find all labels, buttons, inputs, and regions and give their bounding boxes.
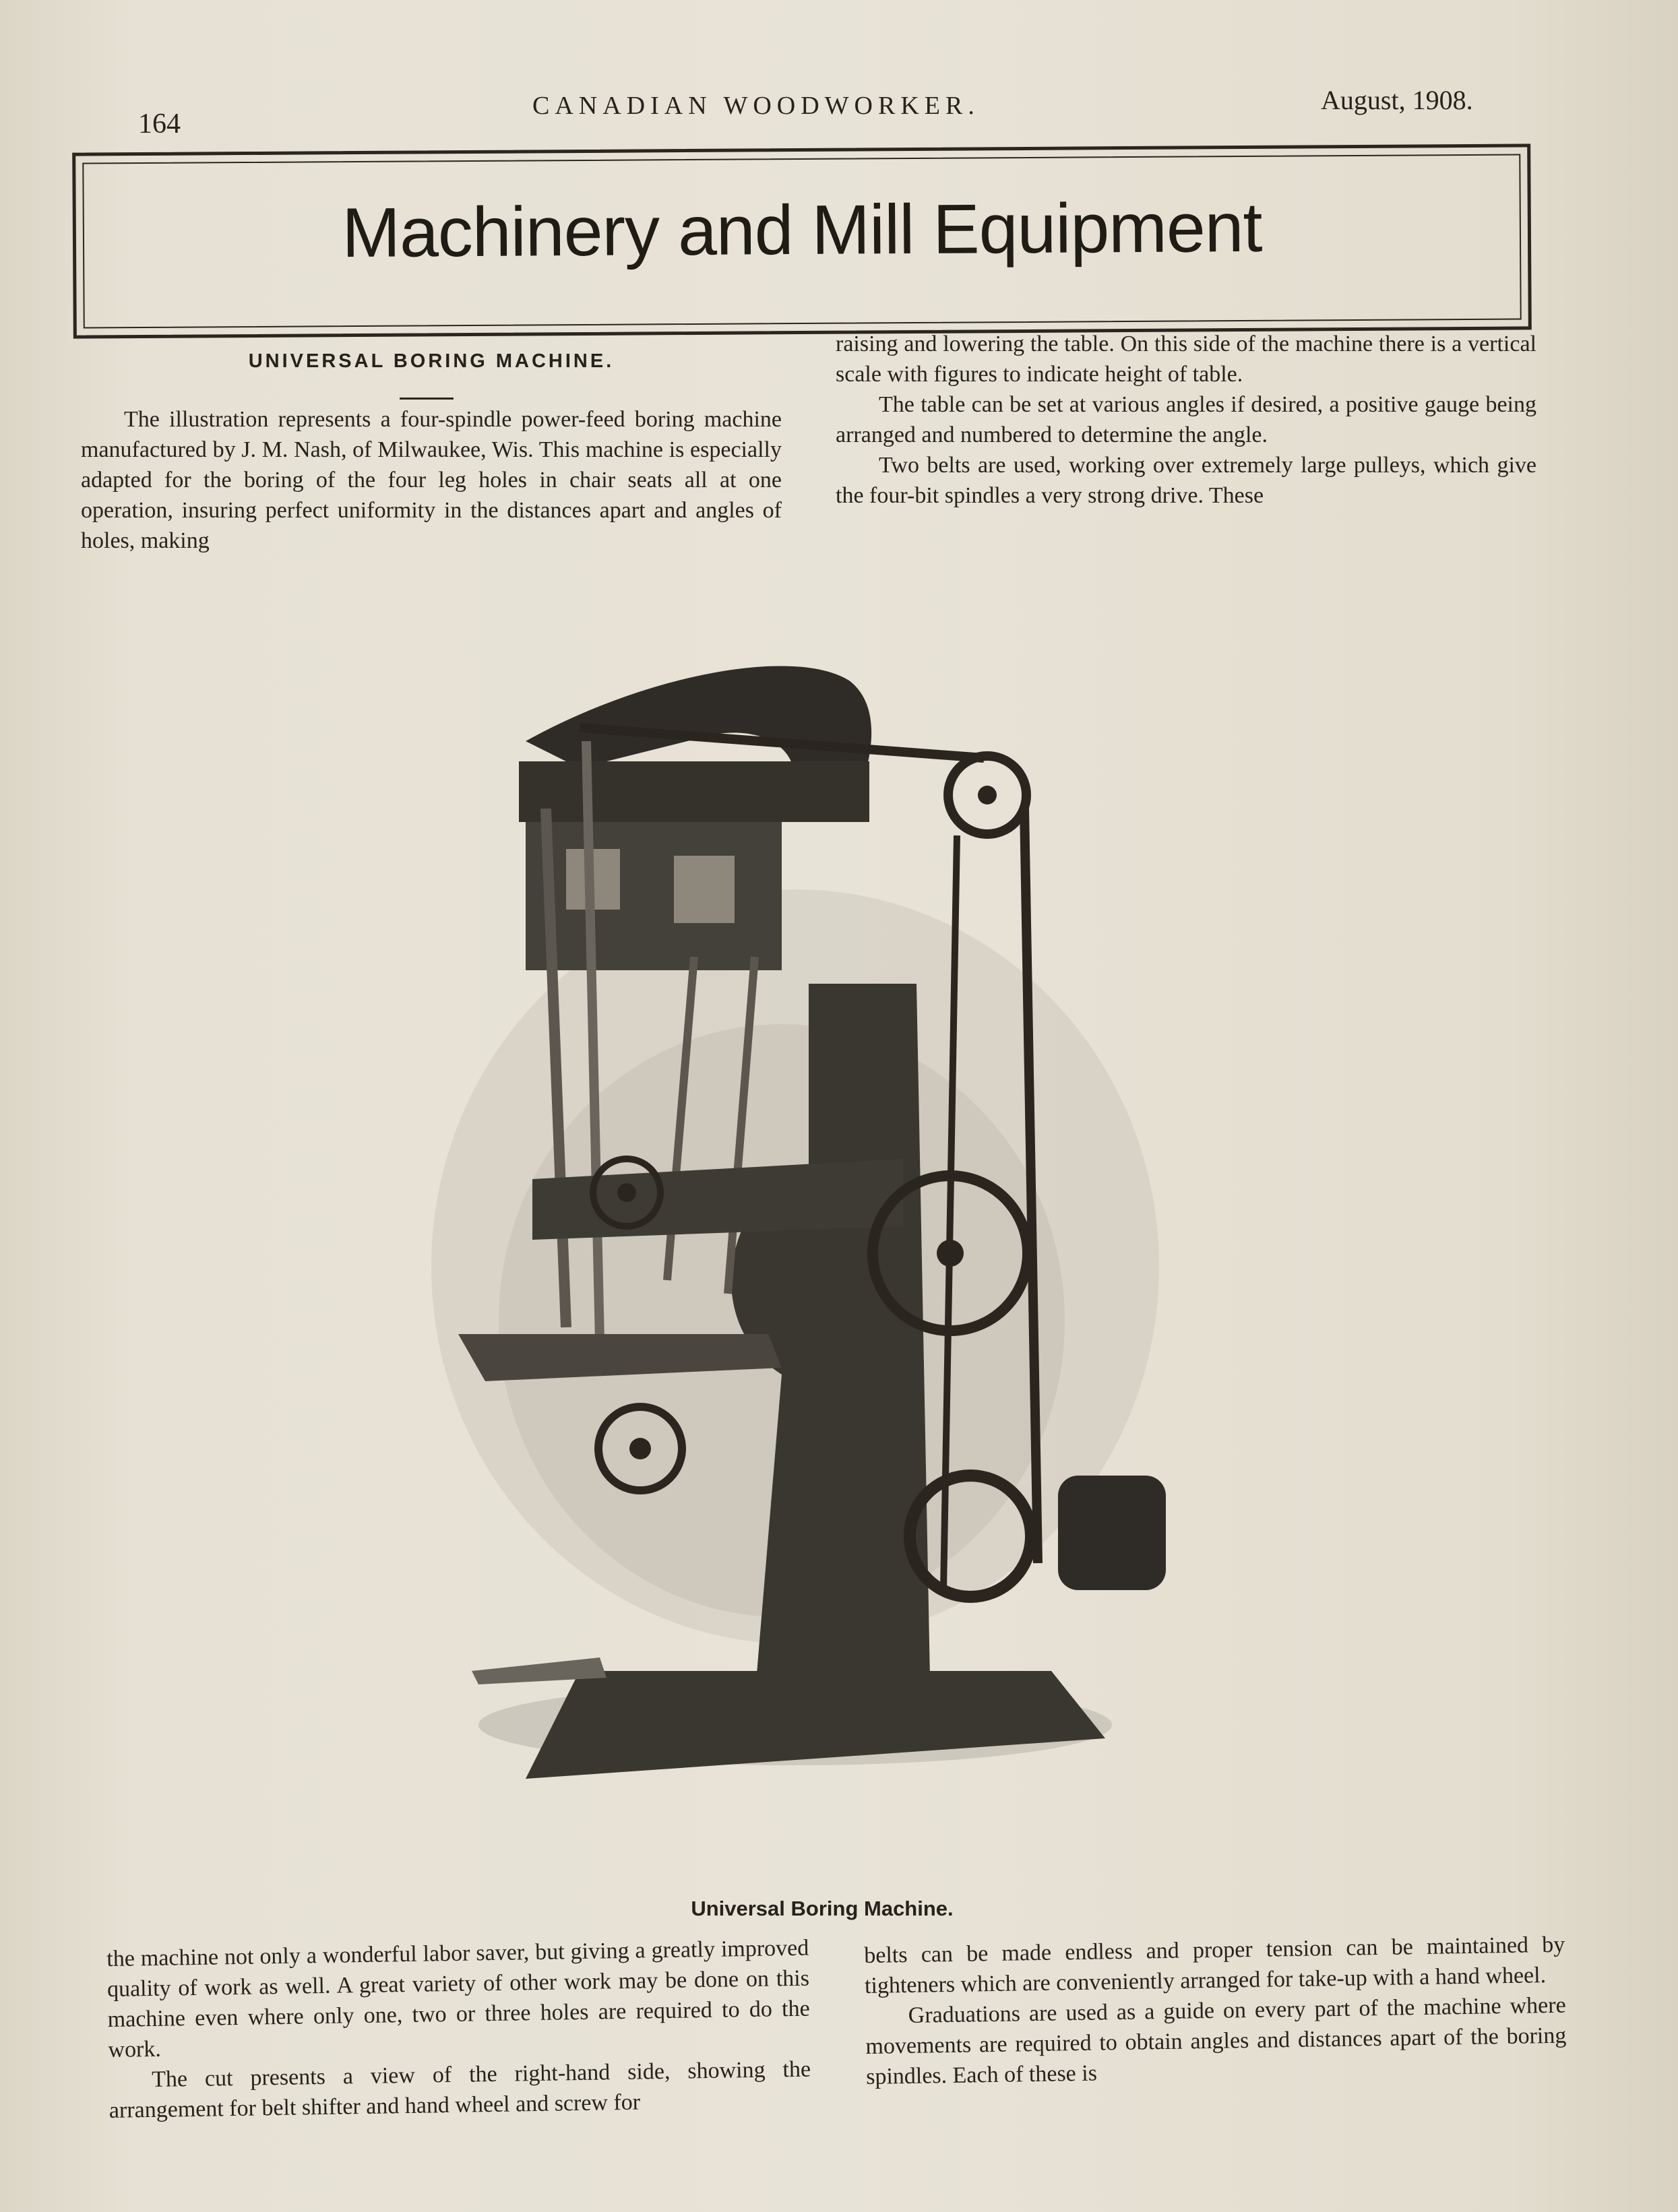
banner-title: Machinery and Mill Equipment [342, 188, 1262, 273]
column-right-bottom [864, 1930, 1567, 2092]
page-number: 164 [138, 108, 181, 139]
paragraph: Graduations are used as a guide on every part of the machine where movements are required to obtain angles and distances apart of the boring spindles. Each of these is [865, 1992, 1567, 2089]
paragraph: Two belts are used, working over extremely large pulleys, which give the four-bit spindles a very strong drive. These [836, 453, 1536, 508]
article-heading: UNIVERSAL BORING MACHINE. [248, 350, 615, 372]
paragraph: raising and lowering the table. On this side of the machine there is a vertical scale with figures to indicate height of table. [836, 331, 1536, 387]
column-left-top [81, 404, 782, 556]
paragraph: belts can be made endless and proper tension can be maintained by tighteners which are conveniently arranged for take-up with a hand wheel. [864, 1932, 1565, 1998]
paragraph: The cut presents a view of the right-hand side, showing the arrangement for belt shifter and hand wheel and screw for [108, 2056, 811, 2123]
paragraph: The illustration represents a four-spindle power-feed boring machine manufactured by J. M. Nash, of Milwaukee, Wis. This machine is especially adapted for the boring of the four leg holes in chair seats all at one operation, insuring perfect uniformity in the distances apart and angles of holes, making [81, 407, 782, 553]
heading-rule [400, 398, 454, 400]
issue-date: August, 1908. [1321, 85, 1473, 115]
journal-title: CANADIAN WOODWORKER. [532, 92, 980, 120]
figure-caption: Universal Boring Machine. [691, 1897, 954, 1920]
section-banner [72, 144, 1532, 338]
paragraph: The table can be set at various angles if desired, a positive gauge being arranged and numbered to determine the angle. [836, 392, 1536, 447]
paragraph: the machine not only a wonderful labor saver, but giving a greatly improved quality of work as well. A great variety of other work may be done on this machine even where only one, two or three holes are required to do the work. [106, 1935, 810, 2062]
column-right-top [836, 329, 1536, 511]
boring-machine-illustration [377, 566, 1213, 1846]
column-left-bottom [106, 1933, 811, 2126]
